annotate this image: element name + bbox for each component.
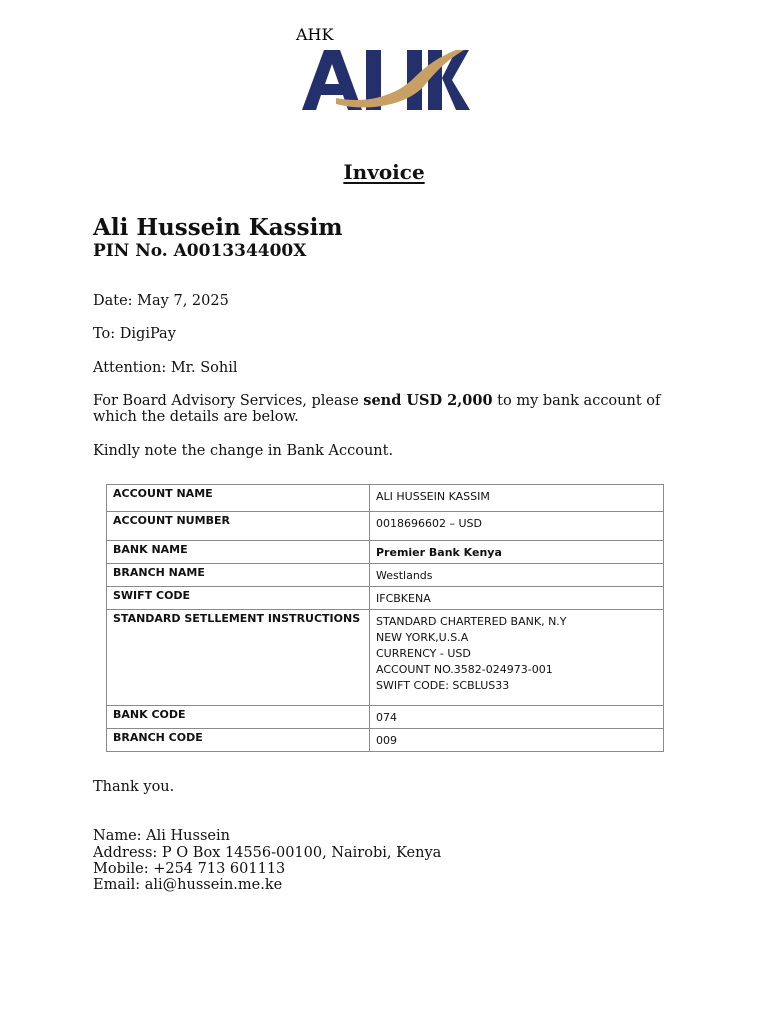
recipient: To: DigiPay	[93, 326, 176, 342]
bank-value-line: 009	[376, 734, 397, 747]
bank-row	[107, 512, 664, 541]
bank-row-label: ACCOUNT NUMBER	[107, 512, 370, 541]
bank-row-label: BANK NAME	[107, 541, 370, 564]
request-text-after: to my bank account of which the details are below.	[93, 393, 661, 425]
request-amount: send USD 2,000	[363, 392, 493, 409]
bank-row-value	[370, 564, 664, 587]
invoice-title: Invoice	[343, 160, 425, 184]
bank-row-label: STANDARD SETLLEMENT INSTRUCTIONS	[107, 610, 370, 706]
contact-mobile: Mobile: +254 713 601113	[93, 861, 286, 877]
bank-row-value	[370, 706, 664, 729]
bank-details-table	[106, 484, 664, 752]
attention-line: Attention: Mr. Sohil	[93, 360, 238, 376]
logo-text: AHK	[296, 25, 334, 44]
thanks-line: Thank you.	[93, 779, 175, 795]
bank-value-line: ACCOUNT NO.3582-024973-001	[376, 663, 553, 676]
payment-request	[93, 393, 693, 425]
bank-row-label: BANK CODE	[107, 706, 370, 729]
bank-row-value	[370, 587, 664, 610]
bank-value-line: 074	[376, 711, 397, 724]
bank-row-value	[370, 512, 664, 541]
bank-row-value	[370, 485, 664, 512]
bank-row	[107, 706, 664, 729]
bank-row-label: BRANCH CODE	[107, 729, 370, 752]
bank-row	[107, 564, 664, 587]
ahk-logo	[296, 25, 472, 116]
bank-row-label: ACCOUNT NAME	[107, 485, 370, 512]
bank-value-line: Premier Bank Kenya	[376, 546, 502, 559]
bank-row	[107, 541, 664, 564]
bank-row	[107, 485, 664, 512]
bank-value-line: IFCBKENA	[376, 592, 431, 605]
bank-value-line: CURRENCY - USD	[376, 647, 471, 660]
contact-email[interactable]: Email: ali@hussein.me.ke	[93, 877, 283, 893]
sender-name: Ali Hussein Kassim	[93, 214, 343, 241]
bank-row-label: BRANCH NAME	[107, 564, 370, 587]
invoice-date: Date: May 7, 2025	[93, 293, 229, 309]
contact-address: Address: P O Box 14556-00100, Nairobi, Kenya	[93, 845, 442, 861]
bank-change-note: Kindly note the change in Bank Account.	[93, 443, 394, 459]
bank-value-line: Westlands	[376, 569, 433, 582]
contact-name: Name: Ali Hussein	[93, 828, 230, 844]
sender-pin: PIN No. A001334400X	[93, 241, 307, 261]
request-text-before: For Board Advisory Services, please	[93, 393, 364, 409]
bank-row-label: SWIFT CODE	[107, 587, 370, 610]
bank-row	[107, 587, 664, 610]
bank-value-line: STANDARD CHARTERED BANK, N.Y	[376, 615, 567, 628]
bank-value-line: ALI HUSSEIN KASSIM	[376, 490, 490, 503]
bank-row	[107, 610, 664, 706]
bank-value-line: SWIFT CODE: SCBLUS33	[376, 679, 510, 692]
bank-value-line: 0018696602 – USD	[376, 517, 482, 530]
bank-value-line: NEW YORK,U.S.A	[376, 631, 469, 644]
bank-row-value	[370, 729, 664, 752]
bank-row-value	[370, 541, 664, 564]
bank-row-value	[370, 610, 664, 706]
bank-row	[107, 729, 664, 752]
